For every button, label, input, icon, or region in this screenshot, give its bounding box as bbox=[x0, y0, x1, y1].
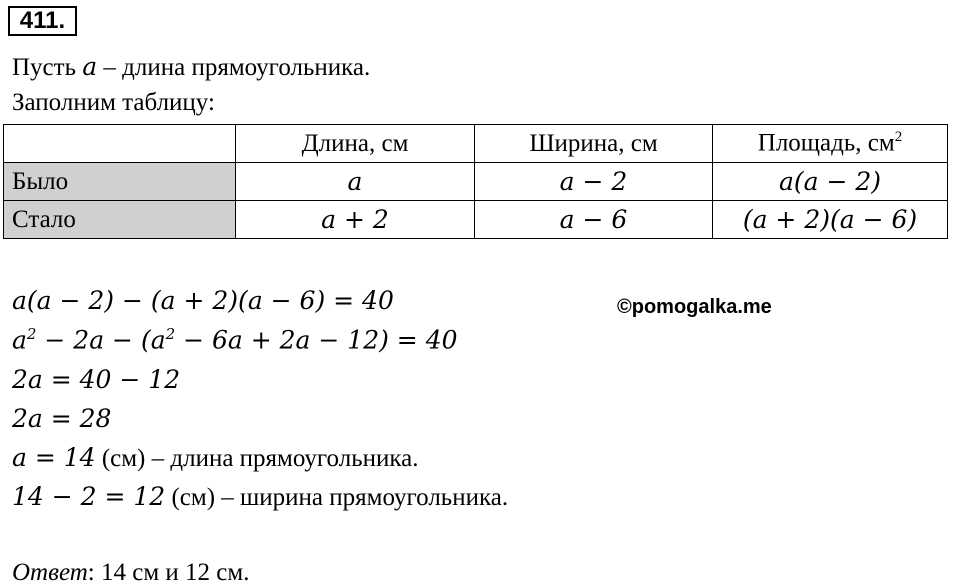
row-label-after: Стало bbox=[4, 201, 236, 239]
table-header-cell: Длина, см bbox=[236, 125, 475, 163]
row-label-before: Было bbox=[4, 163, 236, 201]
intro-line-1 bbox=[12, 52, 370, 82]
equation-2 bbox=[12, 325, 458, 354]
table-cell-width: a − 2 bbox=[475, 163, 713, 201]
table-cell-width: a − 6 bbox=[475, 201, 713, 239]
eq6-math: 14 − 2 = 12 bbox=[12, 482, 166, 511]
equation-1: a(a − 2) − (a + 2)(a − 6) = 40 bbox=[12, 286, 394, 315]
eq2-superscript: 2 bbox=[26, 325, 37, 343]
area-header-text: Площадь, см bbox=[757, 129, 895, 157]
table-cell-length: a + 2 bbox=[236, 201, 475, 239]
equation-5 bbox=[12, 443, 418, 473]
area-unit-superscript: 2 bbox=[894, 129, 903, 146]
eq6-text: (см) – ширина прямоугольника. bbox=[165, 484, 509, 511]
variable-a: a bbox=[82, 52, 98, 81]
data-table bbox=[3, 124, 948, 239]
problem-number: 411. bbox=[8, 6, 77, 36]
equation-6 bbox=[12, 482, 508, 512]
eq2-part-c: − 6a + 2a − 12) = 40 bbox=[175, 325, 458, 355]
table-cell-area: a(a − 2) bbox=[713, 163, 948, 201]
intro-prefix: Пусть bbox=[12, 54, 83, 81]
table-cell-area: (a + 2)(a − 6) bbox=[713, 201, 948, 239]
table-row bbox=[4, 163, 948, 201]
table-header-cell: Ширина, см bbox=[475, 125, 713, 163]
answer-label: Ответ bbox=[12, 559, 88, 586]
watermark: ©pomogalka.me bbox=[617, 296, 772, 318]
table-header-cell bbox=[713, 125, 948, 163]
eq2-superscript: 2 bbox=[165, 325, 176, 343]
answer-line bbox=[12, 559, 249, 587]
equation-4: 2a = 28 bbox=[12, 404, 112, 433]
intro-suffix: – длина прямоугольника. bbox=[97, 54, 371, 81]
table-header-cell bbox=[4, 125, 236, 163]
intro-line-2: Заполним таблицу: bbox=[12, 89, 215, 116]
answer-text: : 14 см и 12 см. bbox=[87, 559, 250, 586]
table-cell-length: a bbox=[236, 163, 475, 201]
table-header-row bbox=[4, 125, 948, 163]
eq5-text: (см) – длина прямоугольника. bbox=[95, 445, 419, 472]
eq2-part-a: a bbox=[12, 325, 27, 355]
eq2-part-b: − 2a − (a bbox=[36, 325, 166, 355]
equation-3: 2a = 40 − 12 bbox=[12, 365, 181, 394]
eq5-math: a = 14 bbox=[12, 443, 96, 472]
table-row bbox=[4, 201, 948, 239]
